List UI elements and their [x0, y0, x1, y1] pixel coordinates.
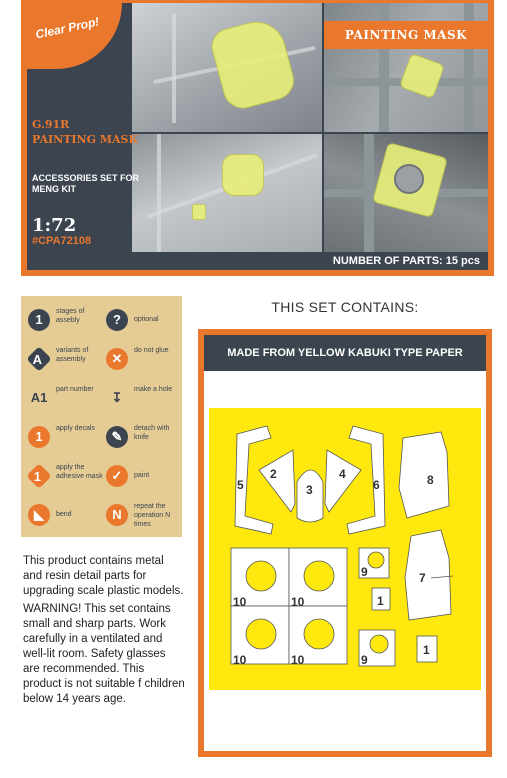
legend-text: variants of assembly: [56, 347, 89, 363]
brand-badge: [27, 3, 122, 69]
description-text: This product contains metal and resin detail parts for upgrading scale plastic models.: [23, 555, 184, 597]
mask-part-8: [399, 432, 449, 518]
product-photo-1: [132, 3, 322, 132]
legend-item: [106, 381, 181, 421]
product-photo-4: [324, 134, 488, 252]
question-icon: ?: [106, 309, 128, 331]
legend-item: [106, 303, 181, 343]
product-description: [23, 554, 185, 710]
painting-mask-tab: PAINTING MASK: [324, 21, 488, 49]
knife-icon: ✎: [106, 426, 128, 448]
part-number-icon: A1: [30, 390, 48, 405]
legend-item: [106, 420, 181, 460]
part-label: 8: [427, 473, 434, 487]
legend-item: [28, 459, 103, 499]
adhesive-mask-icon: 1: [26, 463, 51, 488]
legend-text: apply the adhesive mask: [56, 464, 103, 480]
header-panel: [27, 3, 488, 270]
part-label: 10: [291, 653, 305, 667]
repeat-icon: N: [106, 504, 128, 526]
bend-icon: ◣: [28, 504, 50, 526]
mask-part-7: [405, 530, 451, 620]
legend-text: do not glue: [134, 347, 169, 354]
product-photo-3: [132, 134, 322, 252]
legend-item: [106, 459, 181, 499]
part-label: 3: [306, 483, 313, 497]
legend-text: paint: [134, 472, 150, 479]
legend-text: optional: [134, 316, 159, 323]
header-banner: [21, 0, 494, 276]
scale-label: 1:72: [32, 215, 77, 236]
legend-text: stages of assebly: [56, 308, 85, 324]
model-subtitle: PAINTING MASK: [32, 133, 139, 146]
model-title: [32, 117, 138, 147]
drill-icon: ↧: [111, 390, 123, 405]
legend-text: detach with knife: [134, 425, 170, 441]
part-label: 1: [423, 643, 430, 657]
part-label: 4: [339, 467, 346, 481]
legend-text: bend: [56, 511, 72, 518]
mask-sheet: [209, 408, 481, 690]
part-label: 2: [270, 467, 277, 481]
legend-item: [28, 381, 103, 421]
paint-icon: ✓: [106, 465, 128, 487]
part-label: 10: [233, 653, 247, 667]
variant-icon: A: [26, 346, 51, 371]
part-label: 10: [233, 595, 247, 609]
contents-title: THIS SET CONTAINS:: [271, 299, 419, 315]
legend-item: [106, 342, 181, 382]
part-label: 6: [373, 478, 380, 492]
accessories-label: ACCESSORIES SET FOR MENG KIT: [32, 173, 140, 194]
legend-text: part number: [56, 386, 94, 393]
decal-icon: 1: [28, 426, 50, 448]
part-label: 1: [377, 594, 384, 608]
legend-item: [28, 420, 103, 460]
legend-item: [28, 303, 103, 343]
contents-panel: [204, 335, 486, 751]
product-code: #CPA72108: [32, 235, 92, 247]
model-name: G.91R: [32, 118, 70, 131]
brand-logo: Clear Prop!: [34, 14, 101, 42]
contents-box: [198, 329, 492, 757]
no-glue-icon: ✕: [106, 348, 128, 370]
material-header: MADE FROM YELLOW KABUKI TYPE PAPER: [204, 335, 486, 371]
legend-item: [106, 498, 181, 538]
stage-number-icon: 1: [28, 309, 50, 331]
part-label: 10: [291, 595, 305, 609]
legend-text: repeat the operation N times: [134, 503, 171, 528]
symbol-legend: [21, 296, 182, 537]
number-of-parts: NUMBER OF PARTS: 15 pcs: [332, 255, 480, 267]
part-label: 5: [237, 478, 244, 492]
part-label: 9: [361, 653, 368, 667]
legend-text: make a hole: [134, 386, 173, 393]
part-label: 7: [419, 571, 426, 585]
part-label: 9: [361, 565, 368, 579]
legend-text: apply decals: [56, 425, 95, 432]
legend-item: [28, 498, 103, 538]
warning-text: WARNING! This set contains small and sharp parts. Work carefully in a ventilated and well-lit room. Safety glasses are recommended. This product is not suitable f children below 14 years age.: [23, 603, 185, 705]
legend-item: [28, 342, 103, 382]
